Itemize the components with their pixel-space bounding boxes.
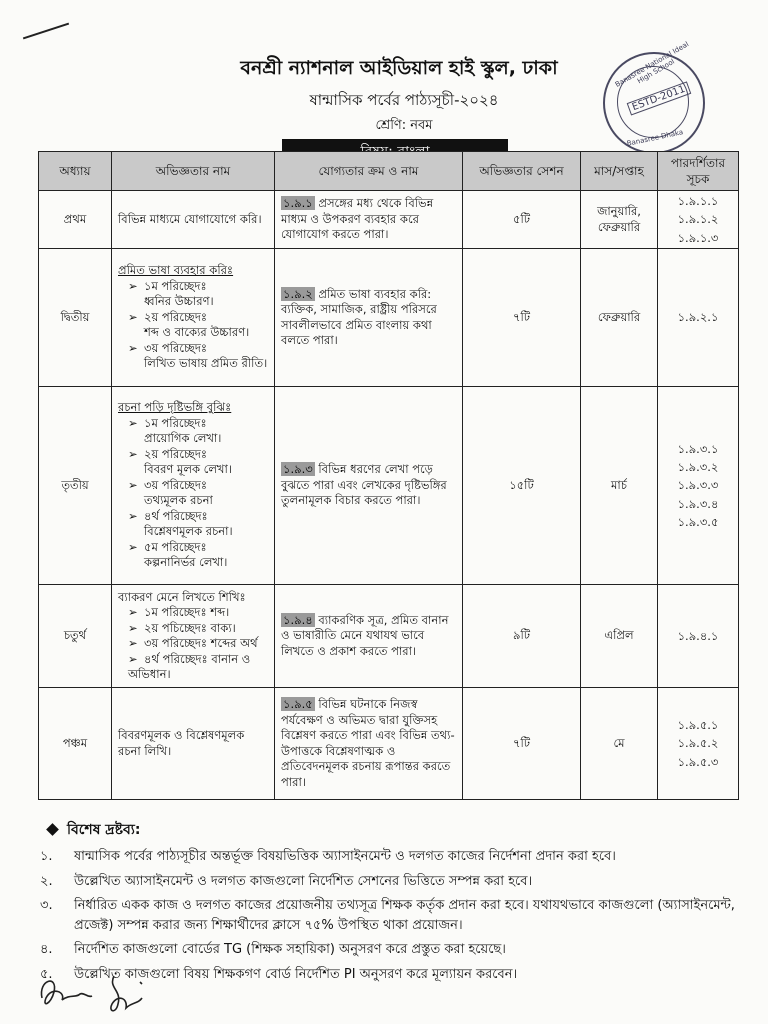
indicator-cell bbox=[658, 249, 739, 387]
signature-2 bbox=[100, 968, 160, 1020]
arrow-bullet-icon: ➢ bbox=[128, 651, 138, 666]
section-body: কল্পনানির্ভর লেখা। bbox=[144, 555, 228, 570]
signature-1 bbox=[36, 968, 96, 1014]
competency-cell bbox=[275, 688, 463, 800]
competency-text: বিভিন্ন ধরণের লেখা পড়ে বুঝতে পারা এবং লেখকের দৃষ্টিভঙ্গির তুলনামূলক বিচার করতে পারা। bbox=[281, 462, 447, 508]
indicator-cell bbox=[658, 387, 739, 585]
class-label: শ্রেণি: নবম bbox=[375, 118, 433, 133]
month-cell: মার্চ bbox=[581, 387, 658, 585]
chapter-cell: পঞ্চম bbox=[39, 688, 112, 800]
competency-cell bbox=[275, 585, 463, 688]
notes-title: বিশেষ দ্রষ্টব্য: bbox=[48, 818, 740, 842]
month-cell: এপ্রিল bbox=[581, 585, 658, 688]
indicator: ১.৯.১.৩ bbox=[677, 230, 719, 245]
note-number: ৫. bbox=[40, 966, 53, 982]
section-body: শব্দের অর্থ bbox=[210, 636, 258, 651]
arrow-bullet-icon: ➢ bbox=[128, 636, 138, 651]
indicator: ১.৯.৫.২ bbox=[677, 736, 719, 751]
stamp-bottom-text: Banasree Dhaka bbox=[626, 128, 684, 148]
section-head: ২য় পরিচ্ছেদঃ bbox=[144, 309, 208, 324]
section-head: ১ম পরিচ্ছেদঃ bbox=[144, 415, 207, 430]
table-row bbox=[39, 387, 739, 585]
section-body: বিবরণ মূলক লেখা। bbox=[144, 462, 232, 477]
experience-title: রচনা পড়ি দৃষ্টিভঙ্গি বুঝিঃ bbox=[118, 400, 232, 415]
session-cell: ৫টি bbox=[463, 191, 581, 249]
stamp-ring-text: Banasree National Ideal High School bbox=[613, 40, 691, 89]
competency-cell bbox=[275, 249, 463, 387]
indicator: ১.৯.৩.১ bbox=[677, 441, 719, 456]
competency-code: ১.৯.২ bbox=[283, 286, 313, 301]
indicator: ১.৯.১.২ bbox=[677, 212, 719, 227]
section-body: প্রায়োগিক লেখা। bbox=[144, 431, 222, 446]
competency-text: প্রসঙ্গের মধ্য থেকে বিভিন্ন মাধ্যম ও উপকরণ ব্যবহার করে যোগাযোগ করতে পারা। bbox=[281, 196, 434, 242]
indicator: ১.৯.৩.৩ bbox=[677, 478, 719, 493]
indicator: ১.৯.৩.৪ bbox=[677, 496, 719, 511]
month-cell: মে bbox=[581, 688, 658, 800]
note-text: উল্লেখিত কাজগুলো বিষয় শিক্ষকগণ বোর্ড নির্দেশিত PI অনুসরণ করে মূল্যায়ন করবেন। bbox=[74, 966, 518, 982]
col-header-competency: যোগ্যতার ক্রম ও নাম bbox=[275, 152, 463, 191]
experience-cell bbox=[112, 249, 275, 387]
section-head: ২য় পচিচ্ছেদঃ bbox=[144, 620, 207, 635]
section-body: লিখিত ভাষায় প্রমিত রীতি। bbox=[144, 356, 268, 371]
col-header-indicator: পারদর্শিতার সূচক bbox=[658, 152, 739, 191]
note-text: নির্ধারিত একক কাজ ও দলগত কাজের প্রয়োজনীয় তথ্যসূত্র শিক্ষক কর্তৃক প্রদান করা হবে। যথাযথভাবে কাজগুলো (অ্যাসাইনমেন্ট, প্রজেক্ট) সম্পন্ন করার জন্য শিক্ষার্থীদের ক্লাসে ৭৫% উপস্থিত থাকা প্রয়োজন। bbox=[74, 898, 735, 933]
section-body: বিশ্লেষণমূলক রচনা। bbox=[144, 524, 233, 539]
note-item bbox=[40, 872, 740, 892]
section-head: ১ম পরিচ্ছেদঃ bbox=[144, 605, 207, 620]
competency-text: প্রমিত ভাষা ব্যবহার করি: ব্যক্তিক, সামাজিক, রাষ্ট্রীয় পরিসরে সাবলীলভাবে প্রমিত বাংলায় কথা বলতে পারা। bbox=[281, 286, 437, 348]
section-head: ৪র্থ পরিচ্ছেদঃ bbox=[144, 651, 208, 666]
note-item bbox=[40, 940, 740, 960]
note-item bbox=[40, 896, 740, 935]
note-number: ৩. bbox=[40, 898, 53, 913]
arrow-bullet-icon: ➢ bbox=[128, 340, 138, 355]
arrow-bullet-icon: ➢ bbox=[128, 446, 138, 461]
section-body: শব্দ। bbox=[210, 605, 230, 620]
table-row bbox=[39, 249, 739, 387]
scan-mark bbox=[23, 23, 69, 40]
month-cell: ফেব্রুয়ারি bbox=[581, 249, 658, 387]
section-head: ২য় পরিচ্ছেদঃ bbox=[144, 446, 208, 461]
arrow-bullet-icon: ➢ bbox=[128, 605, 138, 620]
session-cell: ১৫টি bbox=[463, 387, 581, 585]
indicator: ১.৯.৩.২ bbox=[677, 460, 719, 475]
arrow-bullet-icon: ➢ bbox=[128, 309, 138, 324]
col-header-experience: অভিজ্ঞতার নাম bbox=[112, 152, 275, 191]
section-head: ১ম পরিচ্ছেদঃ bbox=[144, 278, 207, 293]
note-text: ষান্মাসিক পর্বের পাঠ্যসূচীর অন্তর্ভূক্ত বিষয়ভিত্তিক অ্যাসাইনমেন্ট ও দলগত কাজের নির্দেশনা প্রদান করা হবে। bbox=[74, 849, 616, 864]
stamp-estd: ESTD-2011 bbox=[627, 82, 691, 116]
section-head: ৫ম পরিচ্ছেদঃ bbox=[144, 539, 207, 554]
section-body: শব্দ ও বাক্যের উচ্চারণ। bbox=[144, 325, 250, 340]
month-cell: জানুয়ারি, ফেব্রুয়ারি bbox=[581, 191, 658, 249]
syllabus-title: ষান্মাসিক পর্বের পাঠ্যসূচী-২০২৪ bbox=[309, 91, 499, 109]
experience-cell bbox=[112, 585, 275, 688]
chapter-cell: দ্বিতীয় bbox=[39, 249, 112, 387]
experience-title: প্রমিত ভাষা ব্যবহার করিঃ bbox=[118, 263, 234, 278]
table-row bbox=[39, 191, 739, 249]
school-name: বনশ্রী ন্যাশনাল আইডিয়াল হাই স্কুল, ঢাকা bbox=[240, 57, 558, 79]
note-number: ১. bbox=[40, 849, 53, 864]
competency-cell bbox=[275, 191, 463, 249]
competency-code: ১.৯.৩ bbox=[283, 462, 313, 477]
chapter-cell: চতুর্থ bbox=[39, 585, 112, 688]
section-head: ৩য় পরিচ্ছেদঃ bbox=[144, 477, 208, 492]
arrow-bullet-icon: ➢ bbox=[128, 415, 138, 430]
session-cell: ৭টি bbox=[463, 688, 581, 800]
experience-cell: বিভিন্ন মাধ্যমে যোগাযোগে করি। bbox=[112, 191, 275, 249]
note-item bbox=[40, 847, 740, 867]
section-head: ৩য় পরিচ্ছেদঃ bbox=[144, 340, 208, 355]
session-cell: ৯টি bbox=[463, 585, 581, 688]
note-number: ৪. bbox=[40, 942, 53, 957]
chapter-cell: তৃতীয় bbox=[39, 387, 112, 585]
col-header-session: অভিজ্ঞতার সেশন bbox=[463, 152, 581, 191]
section-body: বানান ও অভিধান। bbox=[128, 651, 251, 682]
section-head: ৪র্থ পরিচ্ছেদঃ bbox=[144, 508, 208, 523]
special-notes bbox=[40, 818, 740, 984]
arrow-bullet-icon: ➢ bbox=[128, 477, 138, 492]
section-body: ধ্বনির উচ্চারণ। bbox=[144, 294, 214, 309]
table-row bbox=[39, 585, 739, 688]
note-number: ২. bbox=[40, 873, 53, 889]
competency-code: ১.৯.৫ bbox=[283, 697, 313, 712]
section-head: ৩য় পরিচ্ছেদঃ bbox=[144, 636, 208, 651]
table-row bbox=[39, 688, 739, 800]
indicator: ১.৯.৩.৫ bbox=[677, 515, 719, 530]
arrow-bullet-icon: ➢ bbox=[128, 620, 138, 635]
competency-code: ১.৯.১ bbox=[283, 196, 313, 211]
col-header-month: মাস/সপ্তাহ bbox=[581, 152, 658, 191]
diamond-bullet-icon bbox=[46, 823, 59, 836]
competency-text: ব্যাকরণিক সূত্র, প্রমিত বানান ও ভাষারীতি মেনে যথাযথ ভাবে লিখতে ও প্রকাশ করতে পারা। bbox=[281, 612, 449, 658]
experience-cell: বিবরণমূলক ও বিশ্লেষণমূলক রচনা লিখি। bbox=[112, 688, 275, 800]
indicator-cell bbox=[658, 191, 739, 249]
indicator: ১.৯.১.১ bbox=[677, 194, 719, 208]
experience-cell bbox=[112, 387, 275, 585]
note-text: উল্লেখিত অ্যাসাইনমেন্ট ও দলগত কাজগুলো নির্দেশিত সেশনের ভিত্তিতে সম্পন্ন করা হবে। bbox=[74, 873, 533, 889]
indicator-cell bbox=[658, 688, 739, 800]
indicator: ১.৯.৫.১ bbox=[677, 718, 719, 733]
session-cell: ৭টি bbox=[463, 249, 581, 387]
note-text: নির্দেশিত কাজগুলো বোর্ডের TG (শিক্ষক সহায়িকা) অনুসরণ করে প্রস্তুত করা হয়েছে। bbox=[74, 942, 506, 957]
indicator-cell bbox=[658, 585, 739, 688]
chapter-cell: প্রথম bbox=[39, 191, 112, 249]
competency-cell bbox=[275, 387, 463, 585]
indicator: ১.৯.৫.৩ bbox=[677, 754, 719, 769]
arrow-bullet-icon: ➢ bbox=[128, 278, 138, 293]
school-seal-stamp bbox=[603, 40, 705, 154]
competency-code: ১.৯.৪ bbox=[283, 612, 313, 627]
indicator: ১.৯.২.১ bbox=[677, 310, 719, 325]
arrow-bullet-icon: ➢ bbox=[128, 508, 138, 523]
table-header-row bbox=[39, 152, 739, 191]
indicator: ১.৯.৪.১ bbox=[677, 628, 719, 643]
section-body: তথ্যমূলক রচনা bbox=[144, 493, 213, 508]
syllabus-table bbox=[38, 151, 739, 800]
experience-title: ব্যাকরণ মেনে লিখতে শিখিঃ bbox=[118, 589, 246, 604]
col-header-chapter: অধ্যায় bbox=[39, 152, 112, 191]
section-body: বাক্য। bbox=[210, 620, 236, 635]
competency-text: বিভিন্ন ঘটনাকে নিজস্ব পর্যবেক্ষণ ও অভিমত দ্বারা যুক্তিসহ বিশ্লেষণ করতে পারা এবং বিভিন্ন তথ্য-উপাত্তকে বিশ্লেষণাত্মক ও প্রতিবেদনমূলক রচনায় রূপান্তর করতে পারা। bbox=[281, 697, 455, 789]
arrow-bullet-icon: ➢ bbox=[128, 539, 138, 554]
